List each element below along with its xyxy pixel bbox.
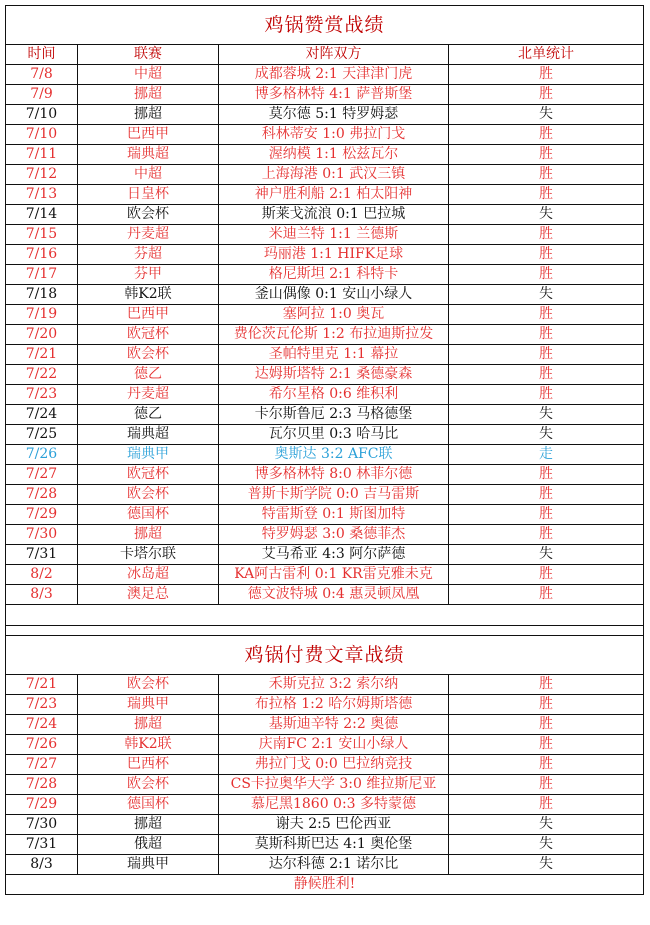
row-match: 谢夫 2:5 巴伦西亚 [219, 815, 449, 835]
row-result: 胜 [449, 755, 644, 775]
row-date: 8/3 [6, 585, 78, 605]
row-match: 特雷斯登 0:1 斯图加特 [219, 505, 449, 525]
table-row [6, 305, 644, 325]
row-league: 瑞典超 [78, 425, 219, 445]
row-league: 丹麦超 [78, 385, 219, 405]
row-result: 胜 [449, 365, 644, 385]
spacer-row [6, 605, 644, 626]
spacer-cell [6, 626, 644, 636]
row-match: 慕尼黑1860 0:3 多特蒙德 [219, 795, 449, 815]
table-row [6, 445, 644, 465]
row-date: 7/12 [6, 165, 78, 185]
row-match: 上海海港 0:1 武汉三镇 [219, 165, 449, 185]
table-row [6, 205, 644, 225]
row-result: 胜 [449, 735, 644, 755]
row-date: 7/20 [6, 325, 78, 345]
table-row [6, 835, 644, 855]
header-date: 时间 [6, 45, 78, 65]
table-row [6, 485, 644, 505]
row-league: 瑞典甲 [78, 445, 219, 465]
row-match: 艾马希亚 4:3 阿尔萨德 [219, 545, 449, 565]
row-result: 胜 [449, 715, 644, 735]
row-league: 韩K2联 [78, 285, 219, 305]
table-row [6, 525, 644, 545]
row-league: 挪超 [78, 525, 219, 545]
row-league: 俄超 [78, 835, 219, 855]
table-row [6, 585, 644, 605]
row-date: 7/28 [6, 485, 78, 505]
table-row [6, 85, 644, 105]
table-row [6, 225, 644, 245]
row-league: 瑞典甲 [78, 855, 219, 875]
row-result: 胜 [449, 525, 644, 545]
table-row [6, 105, 644, 125]
row-match: 成都蓉城 2:1 天津津门虎 [219, 65, 449, 85]
row-league: 冰岛超 [78, 565, 219, 585]
results-sheet [5, 5, 643, 895]
row-league: 挪超 [78, 715, 219, 735]
row-league: 丹麦超 [78, 225, 219, 245]
row-match: 莫斯科斯巴达 4:1 奥伦堡 [219, 835, 449, 855]
row-result: 胜 [449, 185, 644, 205]
table-row [6, 345, 644, 365]
spacer-cell [6, 605, 644, 626]
header-row [6, 45, 644, 65]
row-league: 德国杯 [78, 505, 219, 525]
row-match: KA阿古雷利 0:1 KR雷克雅未克 [219, 565, 449, 585]
row-match: 卡尔斯鲁厄 2:3 马格德堡 [219, 405, 449, 425]
row-date: 7/11 [6, 145, 78, 165]
row-match: 圣帕特里克 1:1 幕拉 [219, 345, 449, 365]
row-date: 7/16 [6, 245, 78, 265]
table-row [6, 65, 644, 85]
row-result: 胜 [449, 585, 644, 605]
row-result: 胜 [449, 325, 644, 345]
table-row [6, 405, 644, 425]
row-date: 7/15 [6, 225, 78, 245]
row-match: 博多格林特 8:0 林菲尔德 [219, 465, 449, 485]
row-league: 挪超 [78, 105, 219, 125]
row-date: 7/31 [6, 835, 78, 855]
table-row [6, 385, 644, 405]
row-result: 胜 [449, 125, 644, 145]
row-date: 7/22 [6, 365, 78, 385]
row-result: 失 [449, 285, 644, 305]
row-match: 塞阿拉 1:0 奥瓦 [219, 305, 449, 325]
footer-text: 静候胜利! [6, 875, 644, 895]
row-date: 7/10 [6, 105, 78, 125]
row-date: 8/3 [6, 855, 78, 875]
row-result: 失 [449, 835, 644, 855]
row-result: 胜 [449, 265, 644, 285]
row-date: 7/14 [6, 205, 78, 225]
row-result: 胜 [449, 345, 644, 365]
table-row [6, 285, 644, 305]
row-league: 欧会杯 [78, 345, 219, 365]
table-row [6, 465, 644, 485]
row-match: 玛丽港 1:1 HIFK足球 [219, 245, 449, 265]
row-date: 7/26 [6, 445, 78, 465]
row-league: 瑞典甲 [78, 695, 219, 715]
row-league: 瑞典超 [78, 145, 219, 165]
row-result: 胜 [449, 385, 644, 405]
table-row [6, 755, 644, 775]
row-league: 中超 [78, 65, 219, 85]
table-row [6, 165, 644, 185]
row-date: 7/28 [6, 775, 78, 795]
row-match: 弗拉门戈 0:0 巴拉纳竞技 [219, 755, 449, 775]
table-row [6, 775, 644, 795]
table-row [6, 545, 644, 565]
spacer-row [6, 626, 644, 636]
table-row [6, 855, 644, 875]
row-date: 7/27 [6, 755, 78, 775]
row-result: 胜 [449, 65, 644, 85]
row-league: 芬甲 [78, 265, 219, 285]
row-league: 德国杯 [78, 795, 219, 815]
table2-title-row [6, 636, 644, 675]
row-date: 7/10 [6, 125, 78, 145]
footer-row [6, 875, 644, 895]
row-result: 失 [449, 405, 644, 425]
row-match: 达尔科德 2:1 诺尔比 [219, 855, 449, 875]
row-result: 胜 [449, 675, 644, 695]
row-date: 7/23 [6, 385, 78, 405]
row-date: 7/31 [6, 545, 78, 565]
row-result: 失 [449, 105, 644, 125]
row-match: 斯莱戈流浪 0:1 巴拉城 [219, 205, 449, 225]
row-result: 失 [449, 815, 644, 835]
row-match: 博多格林特 4:1 萨普斯堡 [219, 85, 449, 105]
row-date: 7/17 [6, 265, 78, 285]
table-row [6, 715, 644, 735]
row-match: 瓦尔贝里 0:3 哈马比 [219, 425, 449, 445]
row-date: 7/19 [6, 305, 78, 325]
row-league: 欧冠杯 [78, 325, 219, 345]
table-row [6, 795, 644, 815]
row-date: 7/24 [6, 405, 78, 425]
row-date: 7/27 [6, 465, 78, 485]
row-date: 7/26 [6, 735, 78, 755]
table2-title: 鸡锅付费文章战绩 [6, 636, 644, 675]
row-league: 挪超 [78, 85, 219, 105]
row-date: 7/30 [6, 815, 78, 835]
row-result: 胜 [449, 565, 644, 585]
row-league: 欧冠杯 [78, 465, 219, 485]
row-match: 格尼斯坦 2:1 科特卡 [219, 265, 449, 285]
table-row [6, 425, 644, 445]
row-match: 希尔星格 0:6 维积利 [219, 385, 449, 405]
table-row [6, 125, 644, 145]
header-league: 联赛 [78, 45, 219, 65]
row-match: 普斯卡斯学院 0:0 吉马雷斯 [219, 485, 449, 505]
row-match: 神户胜利船 2:1 柏太阳神 [219, 185, 449, 205]
row-league: 巴西甲 [78, 125, 219, 145]
row-match: 米迪兰特 1:1 兰德斯 [219, 225, 449, 245]
header-result: 北单统计 [449, 45, 644, 65]
table1-title: 鸡锅赞赏战绩 [6, 6, 644, 45]
table-row [6, 145, 644, 165]
row-league: 芬超 [78, 245, 219, 265]
table-row [6, 505, 644, 525]
row-result: 走 [449, 445, 644, 465]
row-match: 禾斯克拉 3:2 索尔纳 [219, 675, 449, 695]
row-result: 胜 [449, 485, 644, 505]
row-date: 7/24 [6, 715, 78, 735]
row-result: 胜 [449, 305, 644, 325]
row-league: 欧会杯 [78, 675, 219, 695]
row-result: 胜 [449, 85, 644, 105]
table-row [6, 365, 644, 385]
row-league: 澳足总 [78, 585, 219, 605]
row-league: 中超 [78, 165, 219, 185]
row-match: 科林蒂安 1:0 弗拉门戈 [219, 125, 449, 145]
row-match: 特罗姆瑟 3:0 桑德菲杰 [219, 525, 449, 545]
table-row [6, 815, 644, 835]
row-date: 7/25 [6, 425, 78, 445]
row-league: 欧会杯 [78, 775, 219, 795]
row-date: 7/21 [6, 675, 78, 695]
row-match: 奥斯达 3:2 AFC联 [219, 445, 449, 465]
table-row [6, 565, 644, 585]
row-result: 失 [449, 425, 644, 445]
row-league: 日皇杯 [78, 185, 219, 205]
row-date: 7/13 [6, 185, 78, 205]
row-date: 7/23 [6, 695, 78, 715]
row-date: 7/21 [6, 345, 78, 365]
row-league: 巴西杯 [78, 755, 219, 775]
table-row [6, 735, 644, 755]
row-match: 布拉格 1:2 哈尔姆斯塔德 [219, 695, 449, 715]
row-date: 7/9 [6, 85, 78, 105]
row-date: 8/2 [6, 565, 78, 585]
row-result: 失 [449, 545, 644, 565]
row-league: 欧会杯 [78, 205, 219, 225]
row-result: 失 [449, 205, 644, 225]
row-result: 胜 [449, 465, 644, 485]
table-row [6, 265, 644, 285]
row-league: 德乙 [78, 405, 219, 425]
row-match: 基斯迪辛特 2:2 奥德 [219, 715, 449, 735]
row-date: 7/29 [6, 795, 78, 815]
row-match: 庆南FC 2:1 安山小绿人 [219, 735, 449, 755]
row-result: 失 [449, 855, 644, 875]
table-row [6, 675, 644, 695]
table-row [6, 245, 644, 265]
row-league: 欧会杯 [78, 485, 219, 505]
table-row [6, 695, 644, 715]
row-result: 胜 [449, 695, 644, 715]
table-row [6, 185, 644, 205]
row-league: 挪超 [78, 815, 219, 835]
row-match: 达姆斯塔特 2:1 桑德豪森 [219, 365, 449, 385]
row-match: 莫尔德 5:1 特罗姆瑟 [219, 105, 449, 125]
row-result: 胜 [449, 245, 644, 265]
row-date: 7/30 [6, 525, 78, 545]
row-league: 德乙 [78, 365, 219, 385]
row-result: 胜 [449, 795, 644, 815]
row-league: 巴西甲 [78, 305, 219, 325]
row-match: 德文波特城 0:4 惠灵顿凤凰 [219, 585, 449, 605]
row-date: 7/8 [6, 65, 78, 85]
row-match: 费伦茨瓦伦斯 1:2 布拉迪斯拉发 [219, 325, 449, 345]
row-result: 胜 [449, 505, 644, 525]
row-match: 渥纳模 1:1 松兹瓦尔 [219, 145, 449, 165]
results-table [5, 5, 644, 895]
row-result: 胜 [449, 165, 644, 185]
row-date: 7/29 [6, 505, 78, 525]
table1-title-row [6, 6, 644, 45]
table-row [6, 325, 644, 345]
row-league: 卡塔尔联 [78, 545, 219, 565]
row-match: 釜山偶像 0:1 安山小绿人 [219, 285, 449, 305]
row-date: 7/18 [6, 285, 78, 305]
row-result: 胜 [449, 145, 644, 165]
header-match: 对阵双方 [219, 45, 449, 65]
row-result: 胜 [449, 225, 644, 245]
row-result: 胜 [449, 775, 644, 795]
row-match: CS卡拉奥华大学 3:0 维拉斯尼亚 [219, 775, 449, 795]
row-league: 韩K2联 [78, 735, 219, 755]
